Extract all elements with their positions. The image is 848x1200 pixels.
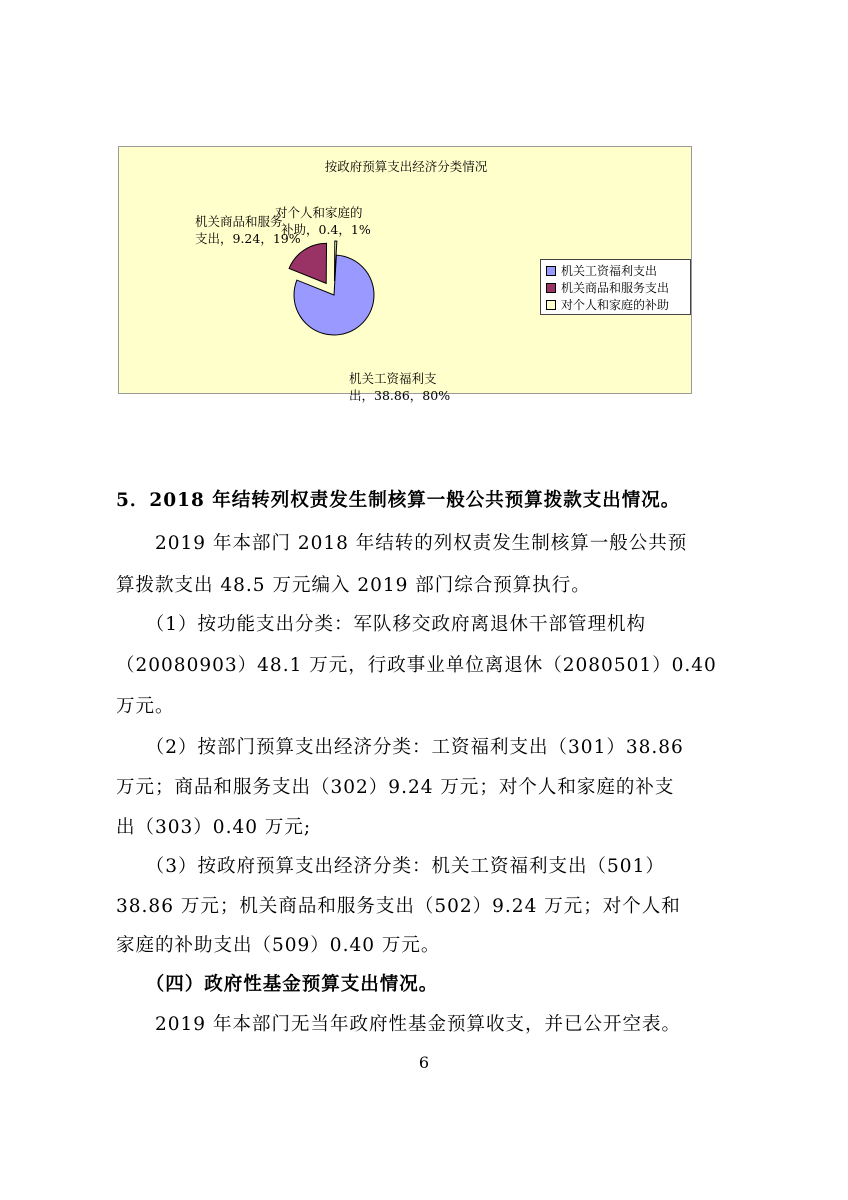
paragraph-line-3: （1）按功能支出分类：军队移交政府离退休干部管理机构 — [116, 614, 647, 635]
slice-label-subsidy-line2: 补助，0.4，1% — [281, 222, 371, 237]
paragraph-line-9: （3）按政府预算支出经济分类：机关工资福利支出（501） — [116, 856, 665, 877]
slice-label-subsidy — [275, 204, 371, 238]
legend-swatch-goods — [546, 283, 556, 293]
chart-title: 按政府预算支出经济分类情况 — [324, 159, 488, 174]
paragraph-line-2: 算拨款支出 48.5 万元编入 2019 部门综合预算执行。 — [116, 575, 591, 596]
paragraph-line-7: 万元；商品和服务支出（302）9.24 万元；对个人和家庭的补支 — [116, 777, 675, 798]
paragraph-line-4: （20080903）48.1 万元，行政事业单位离退休（2080501）0.40 — [116, 655, 717, 676]
slice-label-subsidy-line1: 对个人和家庭的 — [275, 205, 363, 220]
paragraph-line-6: （2）按部门预算支出经济分类：工资福利支出（301）38.86 — [116, 737, 684, 758]
section-heading-5: 5．2018 年结转列权责发生制核算一般公共预算拨款支出情况。 — [116, 490, 681, 511]
paragraph-line-1: 2019 年本部门 2018 年结转的列权责发生制核算一般公共预 — [116, 533, 688, 554]
paragraph-line-10: 38.86 万元；机关商品和服务支出（502）9.24 万元；对个人和 — [116, 896, 681, 917]
legend-swatch-subsidy — [546, 300, 556, 310]
pie-slice-goods — [289, 243, 326, 283]
slice-label-wages-line1: 机关工资福利支 — [349, 371, 437, 386]
chart-legend — [540, 259, 691, 315]
legend-label-subsidy: 对个人和家庭的补助 — [561, 298, 670, 312]
slice-label-goods-line2: 支出，9.24，19% — [195, 231, 301, 246]
section-heading-4: （四）政府性基金预算支出情况。 — [116, 974, 439, 995]
slice-label-goods-line1: 机关商品和服务 — [195, 214, 283, 229]
legend-item-goods — [546, 279, 690, 296]
legend-swatch-wages — [546, 266, 556, 276]
pie-chart — [118, 146, 692, 403]
paragraph-line-8: 出（303）0.40 万元; — [116, 817, 312, 838]
slice-label-wages-line2: 出，38.86，80% — [349, 388, 451, 403]
slice-label-wages — [349, 370, 450, 404]
legend-label-wages: 机关工资福利支出 — [561, 264, 658, 278]
legend-item-subsidy — [546, 296, 690, 313]
paragraph-line-11: 家庭的补助支出（509）0.40 万元。 — [116, 935, 441, 956]
paragraph-last-line: 2019 年本部门无当年政府性基金预算收支，并已公开空表。 — [116, 1014, 681, 1035]
page-number: 6 — [418, 1053, 430, 1072]
legend-label-goods: 机关商品和服务支出 — [561, 281, 670, 295]
paragraph-line-5: 万元。 — [116, 696, 175, 717]
legend-item-wages — [546, 262, 690, 279]
